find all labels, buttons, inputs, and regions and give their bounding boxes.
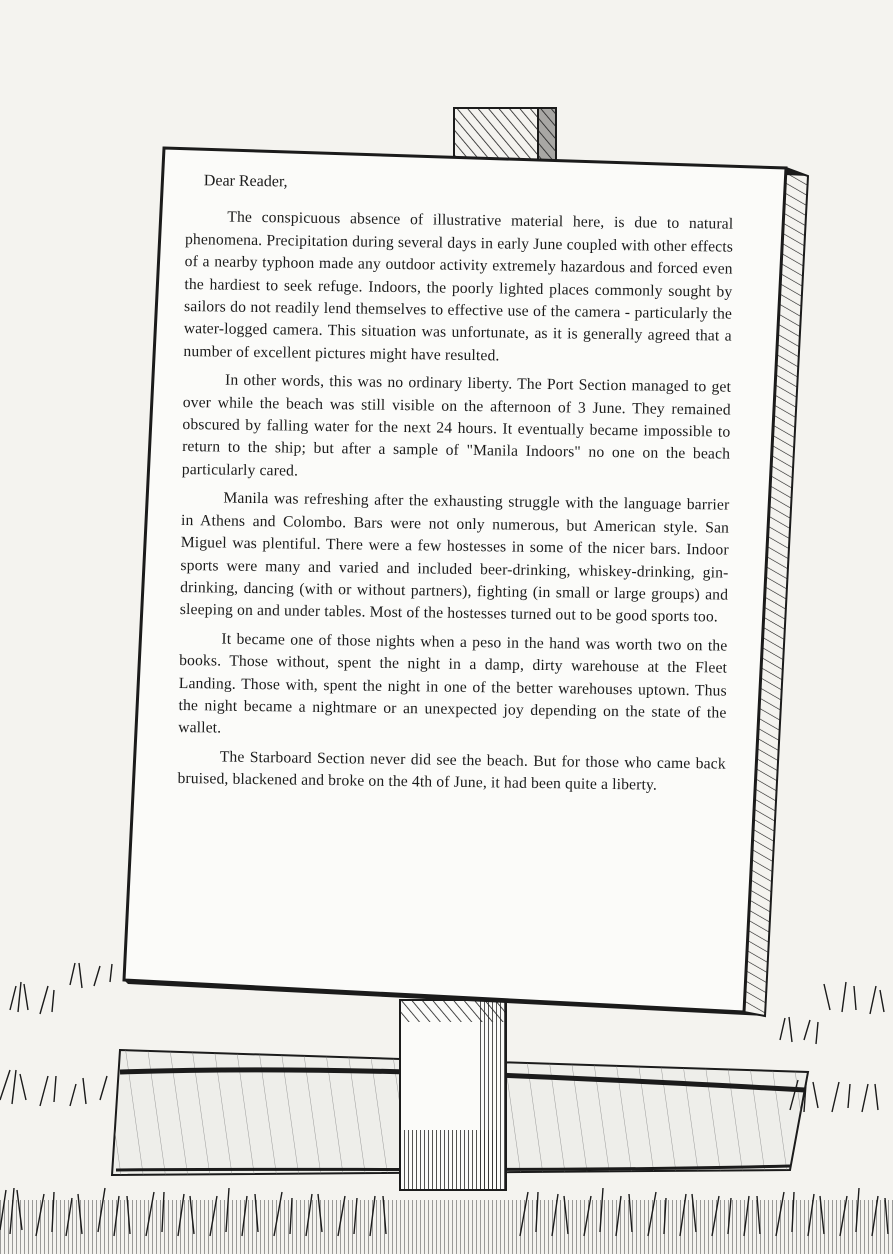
letter-text xyxy=(175,170,734,968)
letter-paragraph-5: The Starboard Section never did see the beach. But for those who came back bruised, blackened and broke on the 4th of June, it had been quite a liberty. xyxy=(177,748,726,794)
letter-paragraph-3: Manila was refreshing after the exhausting struggle with the language barrier in Athens and Colombo. Bars were not only numerous, but American style. San Miguel was plentiful. There were a few hostesses in some of the nicer bars. Indoor sports were many and varied and included beer-drinking, whiskey-drinking, gin-drinking, dancing (with or without partners), fighting (in small or large groups) and sleeping on and under tables. Most of the hostesses turned out to be good sports too. xyxy=(179,489,730,626)
grass-shadow xyxy=(0,1200,893,1254)
letter-paragraph-2: In other words, this was no ordinary liberty. The Port Section managed to get over while the beach was still visible on the afternoon of 3 June. They remained obscured by falling water for the next 24 hours. It eventually became impossible to return to the ship; but after a sample of "Manila Indoors" no one on the beach particularly cared. xyxy=(181,371,732,480)
letter-paragraph-4: It became one of those nights when a peso in the hand was worth two on the books. Those without, spent the night in a damp, dirty warehouse at the Fleet Landing. Those with, spent the night in one of the better warehouses uptown. Thus the night became a nightmare or an unexpected joy depending on the state of the wallet. xyxy=(178,630,728,737)
post-top xyxy=(454,108,556,160)
post-base xyxy=(400,1000,506,1190)
letter-paragraph-1: The conspicuous absence of illustrative material here, is due to natural phenomena. Precipitation during several days in early June coupled with other effects of a nearby typhoon made any outdoor activity extremely hazardous and forced even the hardiest to seek refuge. Indoors, the poorly lighted places commonly sought by sailors do not readily lend themselves to effective use of the camera - particularly the water-logged camera. This situation was unfortunate, as it is generally agreed that a number of excellent pictures might have resulted. xyxy=(183,208,734,365)
letter-greeting: Dear Reader, xyxy=(203,172,288,191)
